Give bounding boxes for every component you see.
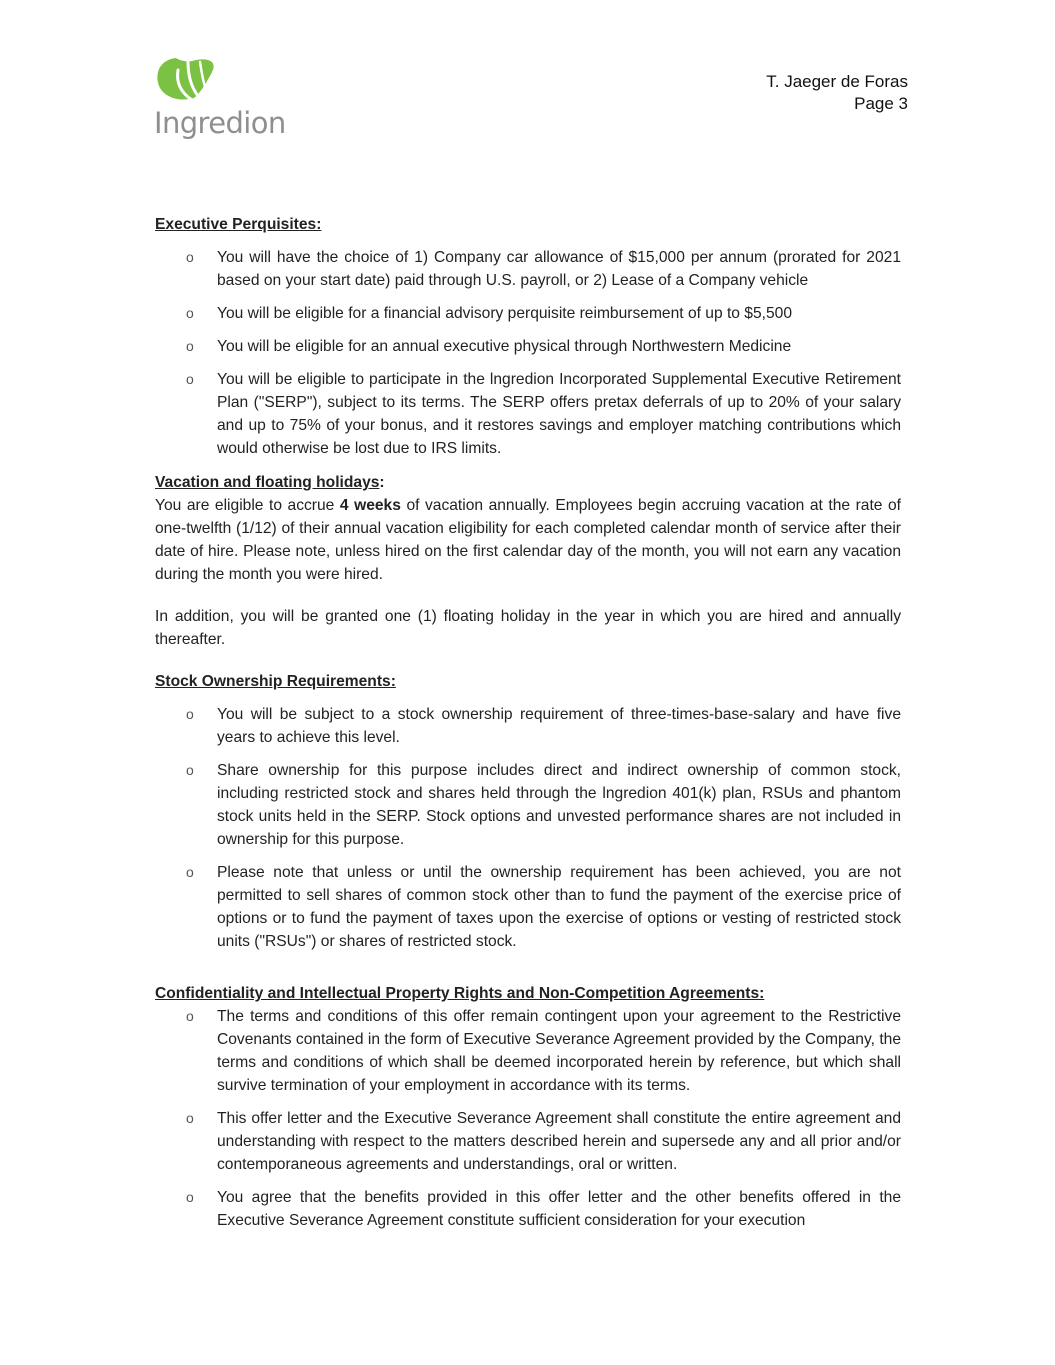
bullet-icon: o	[186, 762, 194, 778]
letter-body	[155, 213, 901, 1232]
list-item: o This offer letter and the Executive Severance Agreement shall constitute the entire agreement and understanding with respect to the matters described herein and supersede any and all prior and/or contemporaneous agreements and understandings, oral or written.	[155, 1107, 901, 1176]
list-item: o You will have the choice of 1) Company car allowance of $15,000 per annum (prorated for 2021 based on your start date) paid through U.S. payroll, or 2) Lease of a Company vehicle	[155, 246, 901, 292]
bullet-icon: o	[186, 249, 194, 265]
recipient-name: T. Jaeger de Foras	[766, 72, 908, 91]
list-item: o You will be subject to a stock ownership requirement of three-times-base-salary and have five years to achieve this level.	[155, 703, 901, 749]
bullet-icon: o	[186, 1110, 194, 1126]
bullet-icon: o	[186, 371, 194, 387]
list-item: o You will be eligible for an annual executive physical through Northwestern Medicine	[155, 335, 901, 358]
logo-wordmark: Ingredion	[154, 106, 286, 140]
confidentiality-heading: Confidentiality and Intellectual Property Rights and Non-Competition Agreements:	[155, 985, 765, 1002]
list-item: o You will be eligible for a financial advisory perquisite reimbursement of up to $5,500	[155, 302, 901, 325]
vacation-heading: Vacation and floating holidays:	[155, 474, 385, 491]
list-item: o Please note that unless or until the ownership requirement has been achieved, you are not permitted to sell shares of common stock other than to fund the payment of the exercise price of options or to fund the payment of taxes upon the exercise of options or vesting of restricted stock units ("RSUs") or shares of restricted stock.	[155, 861, 901, 953]
bullet-icon: o	[186, 305, 194, 321]
stock-list	[155, 703, 901, 953]
page-header	[766, 71, 908, 115]
stock-heading: Stock Ownership Requirements:	[155, 673, 396, 690]
floating-holiday-paragraph: In addition, you will be granted one (1) floating holiday in the year in which you are hired and annually thereafter.	[155, 608, 901, 648]
bullet-icon: o	[186, 706, 194, 722]
vacation-paragraph: You are eligible to accrue 4 weeks of vacation annually. Employees begin accruing vacation at the rate of one-twelfth (1/12) of their annual vacation eligibility for each completed calendar month of service after their date of hire. Please note, unless hired on the first calendar day of the month, you will not earn any vacation during the month you were hired.	[155, 497, 901, 583]
company-logo	[150, 58, 290, 150]
list-item: o Share ownership for this purpose includes direct and indirect ownership of common stock, including restricted stock and shares held through the lngredion 401(k) plan, RSUs and phantom stock units held in the SERP. Stock options and unvested performance shares are not included in ownership for this purpose.	[155, 759, 901, 851]
list-item: o You will be eligible to participate in the lngredion Incorporated Supplemental Executive Retirement Plan ("SERP"), subject to its terms. The SERP offers pretax deferrals of up to 20% of your salary and up to 75% of your bonus, and it restores savings and employer matching contributions which would otherwise be lost due to IRS limits.	[155, 368, 901, 460]
bullet-icon: o	[186, 1008, 194, 1024]
perquisites-heading: Executive Perquisites:	[155, 216, 322, 233]
bullet-icon: o	[186, 338, 194, 354]
bullet-icon: o	[186, 864, 194, 880]
page-number: Page 3	[854, 94, 908, 113]
bullet-icon: o	[186, 1189, 194, 1205]
perquisites-list	[155, 246, 901, 460]
confidentiality-list	[155, 1005, 901, 1232]
list-item: o You agree that the benefits provided in this offer letter and the other benefits offered in the Executive Severance Agreement constitute sufficient consideration for your execution	[155, 1186, 901, 1232]
list-item: o The terms and conditions of this offer remain contingent upon your agreement to the Restrictive Covenants contained in the form of Executive Severance Agreement provided by the Company, the terms and conditions of which shall be deemed incorporated herein by reference, but which shall survive termination of your employment in accordance with its terms.	[155, 1005, 901, 1097]
